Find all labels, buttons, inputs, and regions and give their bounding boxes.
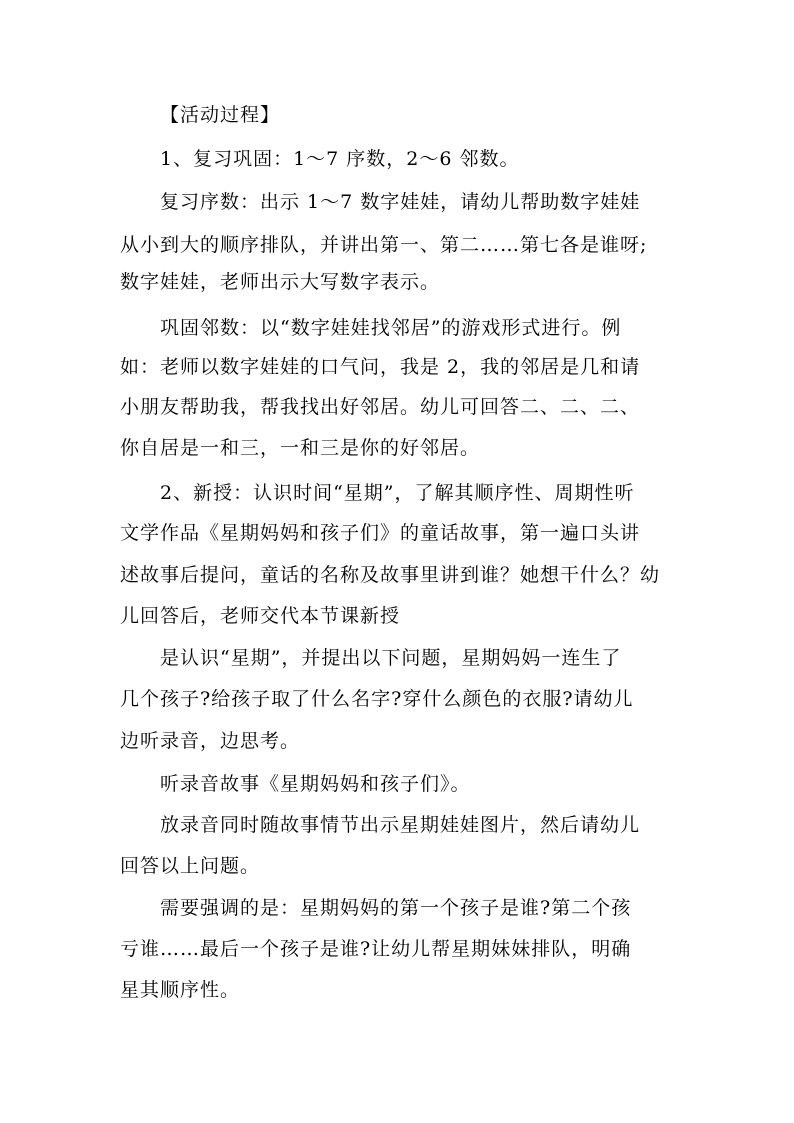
paragraph-line: 复习序数：出示 1～7 数字娃娃，请幼儿帮助数字娃娃 [160,191,641,213]
paragraph-line: 巩固邻数：以“数字娃娃找邻居”的游戏形式进行。例 [160,317,622,339]
paragraph-line: 边听录音，边思考。 [120,730,301,752]
paragraph-line: 你自居是一和三，一和三是你的好邻居。 [120,437,481,459]
paragraph-line: 儿回答后，老师交代本节课新授 [120,605,401,627]
paragraph-line: 需要强调的是：星期妈妈的第一个孩子是谁?第二个孩 [160,897,632,919]
paragraph-line: 数字娃娃，老师出示大写数字表示。 [120,271,441,293]
paragraph-line: 小朋友帮助我，帮我找出好邻居。幼儿可回答二、二、二、 [120,396,641,418]
paragraph-line: 是认识“星期”，并提出以下问题，星期妈妈一连生了 [160,647,622,669]
paragraph-line: 述故事后提问，童话的名称及故事里讲到谁？她想干什么？幼 [120,564,661,586]
paragraph-line: 星其顺序性。 [120,979,241,1001]
paragraph-line: 听录音故事《星期妈妈和孩子们》。 [160,773,471,795]
paragraph-line: 文学作品《星期妈妈和孩子们》的童话故事，第一遍口头讲 [120,522,641,544]
paragraph-line: 如：老师以数字娃娃的口气问，我是 2，我的邻居是几和请 [120,356,641,378]
paragraph-line: 1、复习巩固：1～7 序数，2～6 邻数。 [160,148,520,170]
paragraph-line: 从小到大的顺序排队，并讲出第一、第二……第七各是谁呀; [120,234,648,256]
paragraph-line: 几个孩子?给孩子取了什么名字?穿什么颜色的衣服?请幼儿 [120,688,634,710]
paragraph-line: 亏谁……最后一个孩子是谁?让幼儿帮星期妹妹排队，明确 [120,938,632,960]
paragraph-line: 2、新授：认识时间“星期”，了解其顺序性、周期性听 [160,482,635,504]
section-heading: 【活动过程】 [160,104,281,126]
paragraph-line: 回答以上问题。 [120,855,261,877]
paragraph-line: 放录音同时随故事情节出示星期娃娃图片，然后请幼儿 [160,814,641,836]
